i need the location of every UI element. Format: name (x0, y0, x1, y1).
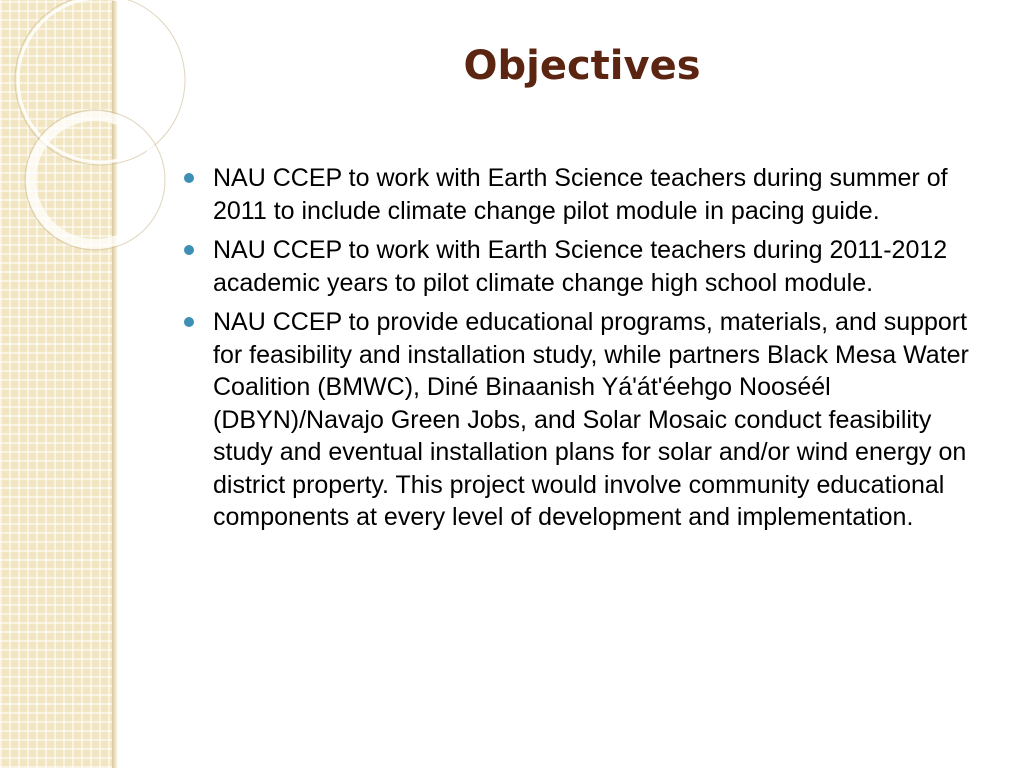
decorative-ring-small-shadow (25, 110, 165, 250)
decorative-ring-small (31, 116, 159, 244)
bullet-text: NAU CCEP to work with Earth Science teachers during summer of 2011 to include climate change pilot module in pacing guide. (213, 164, 948, 225)
bullet-item (184, 162, 984, 227)
bullet-dot-icon (184, 317, 194, 327)
bullet-dot-icon (184, 245, 194, 255)
bullet-item (184, 234, 984, 299)
bullet-list (184, 162, 984, 541)
bullet-dot-icon (184, 173, 194, 183)
slide-title: Objectives (463, 43, 701, 89)
bullet-item (184, 306, 984, 534)
bullet-text: NAU CCEP to work with Earth Science teachers during 2011-2012 academic years to pilot climate change high school module. (213, 236, 948, 297)
bullet-text: NAU CCEP to provide educational programs, materials, and support for feasibility and installation study, while partners Black Mesa Water Coalition (BMWC), Diné Binaanish Yá'át'éehgo Nooséél (DBYN)/Navajo Green Jobs, and Solar Mosaic conduct feasibility study and eventual installation plans for solar and/or wind energy on district property. This project would involve community educational components at every level of development and implementation. (213, 308, 969, 531)
